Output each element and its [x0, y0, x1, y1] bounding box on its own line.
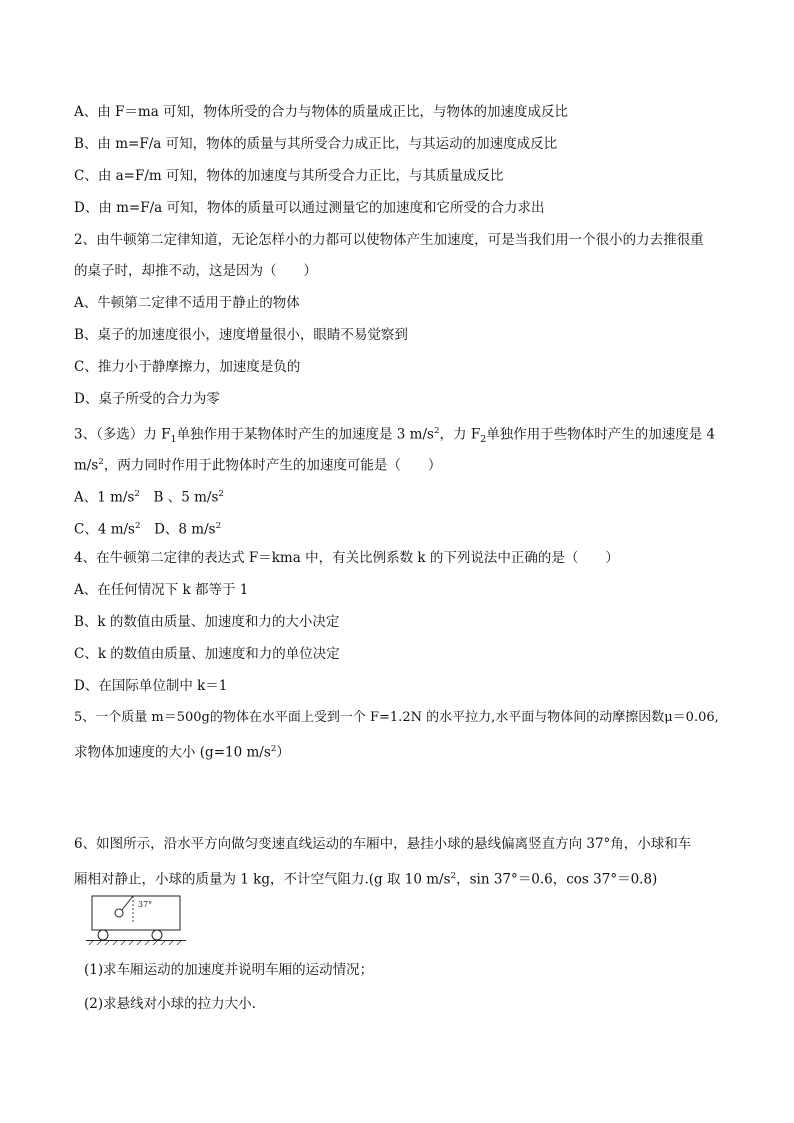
q4-option-b: B、k 的数值由质量、加速度和力的大小决定: [74, 614, 340, 630]
q2-option-b: B、桌子的加速度很小，速度增量很小，眼睛不易觉察到: [74, 327, 408, 343]
car-body: [92, 896, 180, 930]
q2-stem-line2: 的桌子时，却推不动，这是因为（ ）: [74, 263, 317, 279]
q1-option-a: A、由 F＝ma 可知，物体所受的合力与物体的质量成正比，与物体的加速度成反比: [74, 104, 569, 120]
q2-stem-line1: 2、由牛顿第二定律知道，无论怎样小的力都可以使物体产生加速度，可是当我们用一个很小的力去推很重: [74, 232, 704, 248]
q5-stem-line1: 5、一个质量 m＝500g的物体在水平面上受到一个 F=1.2N 的水平拉力,水平面与物体间的动摩擦因数μ＝0.06,: [74, 710, 719, 725]
q6-stem-line2: 厢相对静止，小球的质量为 1 kg，不计空气阻力.(g 取 10 $m/s^2$，sin 37°＝0.6，cos 37°＝0.8): [74, 871, 658, 888]
q5-stem-line2: 求物体加速度的大小 (g=10 $m/s^2$）: [74, 744, 290, 761]
q1-option-c: C、由 a=F/m 可知，物体的加速度与其所受合力正比，与其质量成反比: [74, 168, 504, 184]
ground-hatching: [89, 941, 181, 945]
q3-stem-line1: 3、（多选）力 $F_1$单独作用于某物体时产生的加速度是 3 $m/s^2$，力 $F_2$单独作用于些物体时产生的加速度是 4: [74, 426, 716, 446]
q2-option-a: A、牛顿第二定律不适用于静止的物体: [74, 295, 300, 311]
q2-option-c: C、推力小于静摩擦力，加速度是负的: [74, 359, 301, 375]
q6-stem-line1: 6、如图所示，沿水平方向做匀变速直线运动的车厢中，悬挂小球的悬线偏离竖直方向 37°角，小球和车: [74, 836, 692, 852]
q6-sub-question-2: (2)求悬线对小球的拉力大小.: [84, 996, 256, 1012]
q4-stem: 4、在牛顿第二定律的表达式 F＝kma 中，有关比例系数 k 的下列说法中正确的是（ ）: [74, 550, 619, 566]
q1-option-d: D、由 m=F/a 可知，物体的质量可以通过测量它的加速度和它所受的合力求出: [74, 200, 545, 216]
q1-option-b: B、由 m=F/a 可知，物体的质量与其所受合力成正比，与其运动的加速度成反比: [74, 136, 558, 152]
left-wheel: [98, 930, 108, 940]
q2-option-d: D、桌子所受的合力为零: [74, 391, 220, 407]
q3-stem-line2: $m/s^2$，两力同时作用于此物体时产生的加速度可能是（ ）: [74, 457, 442, 474]
suspension-string: [122, 896, 133, 910]
angle-label: 37°: [138, 900, 153, 909]
q3-options-ab: A、1 $m/s^2$ B 、5 $m/s^2$: [74, 489, 224, 506]
q4-option-a: A、在任何情况下 k 都等于 1: [74, 582, 249, 598]
q3-options-cd: C、4 $m/s^2$ D、8 $m/s^2$: [74, 521, 222, 538]
right-wheel: [152, 930, 162, 940]
ball: [115, 909, 123, 917]
train-car-figure: [86, 893, 186, 945]
q6-sub-question-1: (1)求车厢运动的加速度并说明车厢的运动情况；: [84, 962, 374, 978]
q4-option-c: C、k 的数值由质量、加速度和力的单位决定: [74, 646, 340, 662]
q4-option-d: D、在国际单位制中 k＝1: [74, 678, 228, 694]
